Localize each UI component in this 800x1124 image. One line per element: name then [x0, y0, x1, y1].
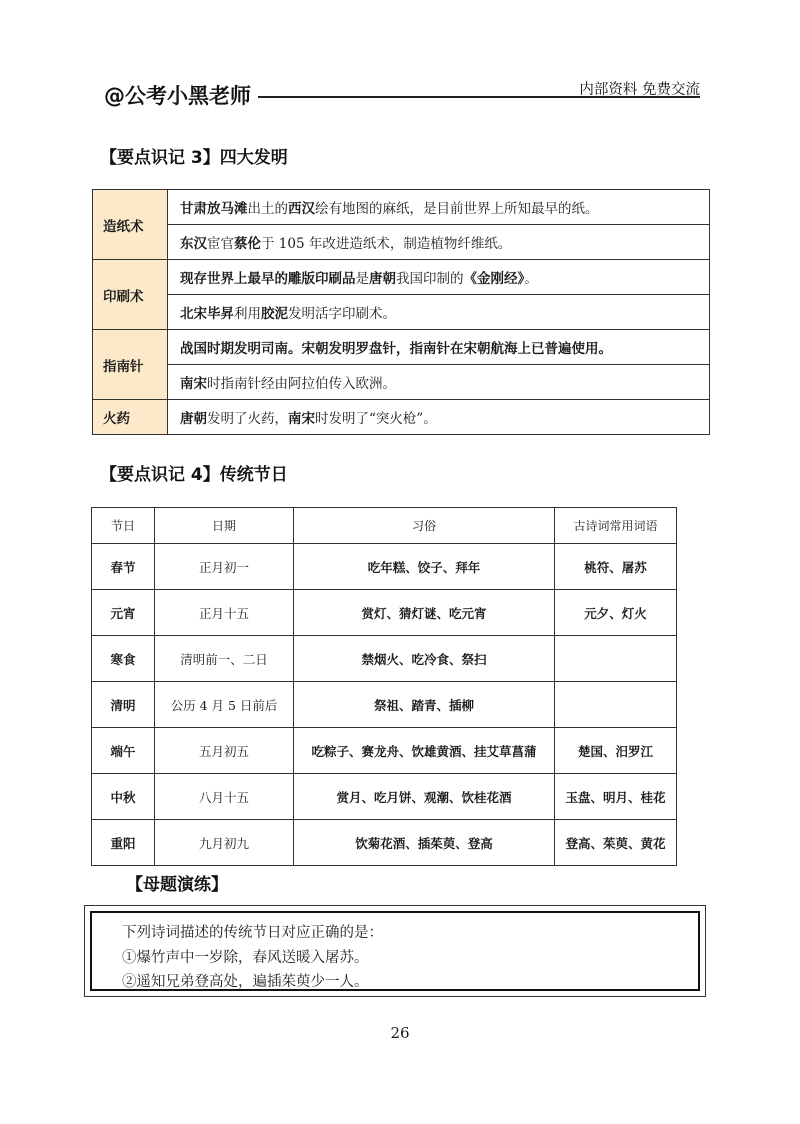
text-segment: 发明了火药，	[207, 411, 288, 427]
festival-name-cell: 春节	[92, 544, 155, 590]
festival-poem-cell	[555, 682, 677, 728]
festival-date-cell: 五月初五	[155, 728, 294, 774]
festival-row	[92, 636, 677, 682]
text-segment: 是	[355, 271, 369, 287]
invention-description	[168, 295, 710, 330]
festival-row	[92, 544, 677, 590]
festival-date-cell: 八月十五	[155, 774, 294, 820]
invention-description	[168, 260, 710, 295]
text-segment: 南宋	[180, 376, 207, 392]
text-segment: 胶泥	[261, 306, 288, 322]
text-segment: 时发明了“突火枪”。	[315, 411, 437, 427]
festival-custom-cell: 禁烟火、吃冷食、祭扫	[294, 636, 555, 682]
festival-row	[92, 682, 677, 728]
festival-date-cell: 正月十五	[155, 590, 294, 636]
inventions-row	[93, 330, 710, 365]
festival-name-cell: 重阳	[92, 820, 155, 866]
festivals-table	[91, 507, 677, 866]
invention-description	[168, 400, 710, 435]
text-segment: 于 105 年改进造纸术，制造植物纤维纸。	[261, 236, 512, 252]
exercise-box	[84, 905, 706, 997]
invention-category: 火药	[93, 400, 168, 435]
festival-name-cell: 清明	[92, 682, 155, 728]
text-segment: 西汉	[288, 201, 315, 217]
festival-row	[92, 774, 677, 820]
text-segment: 时指南针经由阿拉伯传入欧洲。	[207, 376, 396, 392]
inventions-row	[93, 190, 710, 225]
festival-custom-cell: 吃年糕、饺子、拜年	[294, 544, 555, 590]
festivals-section-title: 【要点识记 4】传统节日	[100, 465, 288, 485]
text-segment: 东汉	[180, 236, 207, 252]
text-segment: 唐朝	[180, 411, 207, 427]
exercise-item-2: ②遥知兄弟登高处，遍插茱萸少一人。	[122, 974, 369, 990]
text-segment: 战国时期发明司南。宋朝发明罗盘针，指南针在宋朝航海上已普遍使用。	[180, 341, 612, 357]
festival-name-cell: 元宵	[92, 590, 155, 636]
invention-description	[168, 225, 710, 260]
text-segment: 发明活字印刷术。	[288, 306, 396, 322]
exercise-item-1: ①爆竹声中一岁除，春风送暖入屠苏。	[122, 950, 369, 966]
exercise-box-inner	[90, 911, 700, 991]
inventions-table	[92, 189, 710, 435]
festival-row	[92, 728, 677, 774]
festival-name-cell: 中秋	[92, 774, 155, 820]
text-segment: 我国印制的	[396, 271, 464, 287]
festival-date-cell: 公历 4 月 5 日前后	[155, 682, 294, 728]
festival-custom-cell: 赏月、吃月饼、观潮、饮桂花酒	[294, 774, 555, 820]
inventions-section-title: 【要点识记 3】四大发明	[100, 148, 288, 168]
text-segment: 。	[524, 271, 538, 287]
festival-name-cell: 端午	[92, 728, 155, 774]
festival-poem-cell	[555, 636, 677, 682]
festival-poem-cell: 桃符、屠苏	[555, 544, 677, 590]
inventions-row	[93, 295, 710, 330]
text-segment: 绘有地图的麻纸，是目前世界上所知最早的纸。	[315, 201, 599, 217]
invention-category: 造纸术	[93, 190, 168, 260]
text-segment: 现存世界上最早的雕版印刷品	[180, 271, 356, 287]
festival-custom-cell: 赏灯、猜灯谜、吃元宵	[294, 590, 555, 636]
text-segment: 出土的	[247, 201, 288, 217]
festival-poem-cell: 玉盘、明月、桂花	[555, 774, 677, 820]
festival-name-cell: 寒食	[92, 636, 155, 682]
text-segment: 利用	[234, 306, 261, 322]
column-header: 日期	[155, 508, 294, 544]
festival-custom-cell: 吃粽子、赛龙舟、饮雄黄酒、挂艾草菖蒲	[294, 728, 555, 774]
column-header: 古诗词常用词语	[555, 508, 677, 544]
inventions-row	[93, 260, 710, 295]
text-segment: 宦官	[207, 236, 234, 252]
invention-category: 指南针	[93, 330, 168, 400]
text-segment: 《金刚经》	[463, 271, 525, 287]
invention-description	[168, 190, 710, 225]
text-segment: 蔡伦	[234, 236, 261, 252]
festival-row	[92, 590, 677, 636]
festival-custom-cell: 祭祖、踏青、插柳	[294, 682, 555, 728]
inventions-row	[93, 365, 710, 400]
invention-description	[168, 330, 710, 365]
invention-category: 印刷术	[93, 260, 168, 330]
text-segment: 甘肃放马滩	[180, 201, 248, 217]
inventions-row	[93, 225, 710, 260]
festival-row	[92, 820, 677, 866]
invention-description	[168, 365, 710, 400]
brand-title: @公考小黑老师	[104, 84, 251, 108]
festival-custom-cell: 饮菊花酒、插茱萸、登高	[294, 820, 555, 866]
column-header: 节日	[92, 508, 155, 544]
text-segment: 唐朝	[369, 271, 396, 287]
festival-poem-cell: 登高、茱萸、黄花	[555, 820, 677, 866]
text-segment: 南宋	[288, 411, 315, 427]
festival-date-cell: 清明前一、二日	[155, 636, 294, 682]
page-number: 26	[390, 1024, 410, 1042]
header-note: 内部资料 免费交流	[579, 82, 700, 98]
festivals-header-row	[92, 508, 677, 544]
text-segment: 北宋毕昇	[180, 306, 234, 322]
festival-poem-cell: 元夕、灯火	[555, 590, 677, 636]
inventions-row	[93, 400, 710, 435]
column-header: 习俗	[294, 508, 555, 544]
festival-date-cell: 正月初一	[155, 544, 294, 590]
exercise-question: 下列诗词描述的传统节日对应正确的是：	[122, 925, 383, 941]
festival-poem-cell: 楚国、汨罗江	[555, 728, 677, 774]
exercise-section-title: 【母题演练】	[126, 875, 228, 895]
festival-date-cell: 九月初九	[155, 820, 294, 866]
